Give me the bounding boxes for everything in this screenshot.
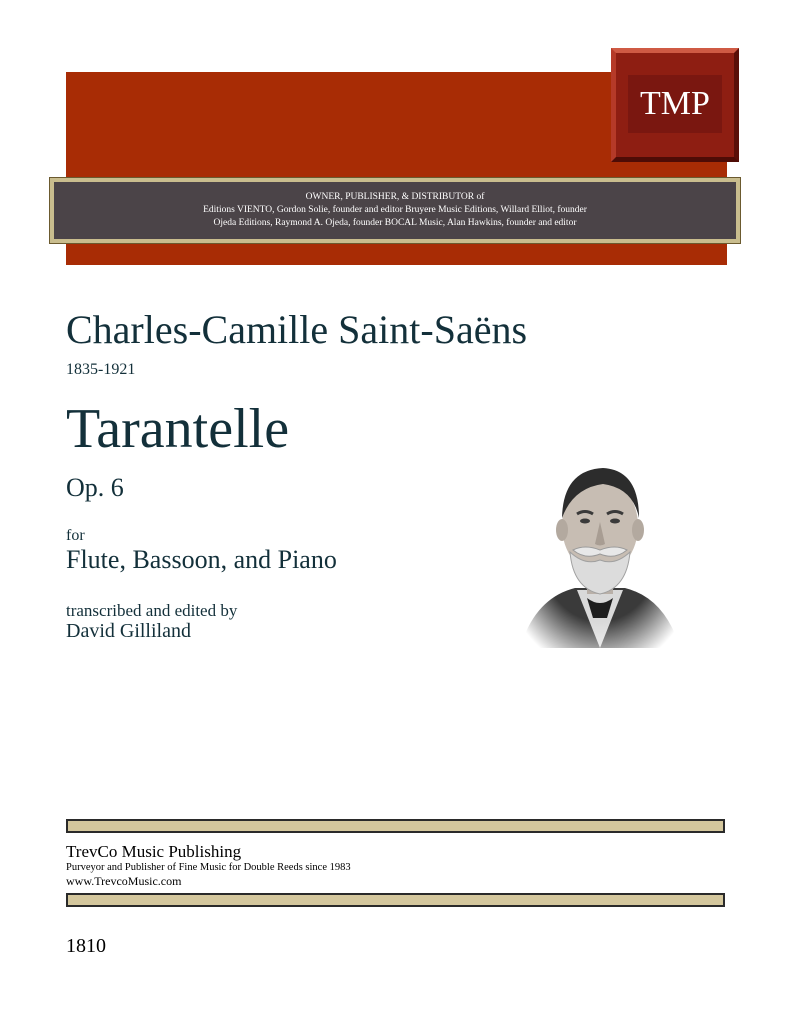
work-title: Tarantelle bbox=[66, 398, 290, 460]
credit-label: transcribed and edited by bbox=[66, 601, 238, 620]
distributor-box bbox=[50, 178, 740, 243]
tmp-logo-text: TMP bbox=[640, 85, 710, 122]
composer-name: Charles-Camille Saint-Saëns bbox=[66, 307, 528, 352]
tmp-logo bbox=[611, 48, 739, 162]
divider-bar-top bbox=[66, 819, 725, 833]
distributor-line-3: Ojeda Editions, Raymond A. Ojeda, founder BOCAL Music, Alan Hawkins, founder and editor bbox=[213, 218, 577, 228]
composer-portrait bbox=[515, 448, 685, 662]
for-label: for bbox=[66, 527, 85, 544]
composer-dates: 1835-1921 bbox=[66, 361, 136, 378]
distributor-line-1: OWNER, PUBLISHER, & DISTRIBUTOR of bbox=[305, 192, 485, 202]
divider-bar-bottom bbox=[66, 893, 725, 907]
tmp-logo-plate bbox=[628, 75, 722, 133]
publisher-tagline: Purveyor and Publisher of Fine Music for Double Reeds since 1983 bbox=[66, 862, 351, 873]
catalog-number: 1810 bbox=[66, 935, 106, 957]
publisher-url[interactable]: www.TrevcoMusic.com bbox=[66, 874, 182, 888]
editor-name: David Gilliland bbox=[66, 620, 191, 642]
opus-number: Op. 6 bbox=[66, 473, 124, 502]
publisher-name: TrevCo Music Publishing bbox=[66, 842, 242, 861]
instrumentation: Flute, Bassoon, and Piano bbox=[66, 545, 337, 574]
distributor-line-2: Editions VIENTO, Gordon Solie, founder and editor Bruyere Music Editions, Willard Elliot, founder bbox=[203, 205, 587, 215]
